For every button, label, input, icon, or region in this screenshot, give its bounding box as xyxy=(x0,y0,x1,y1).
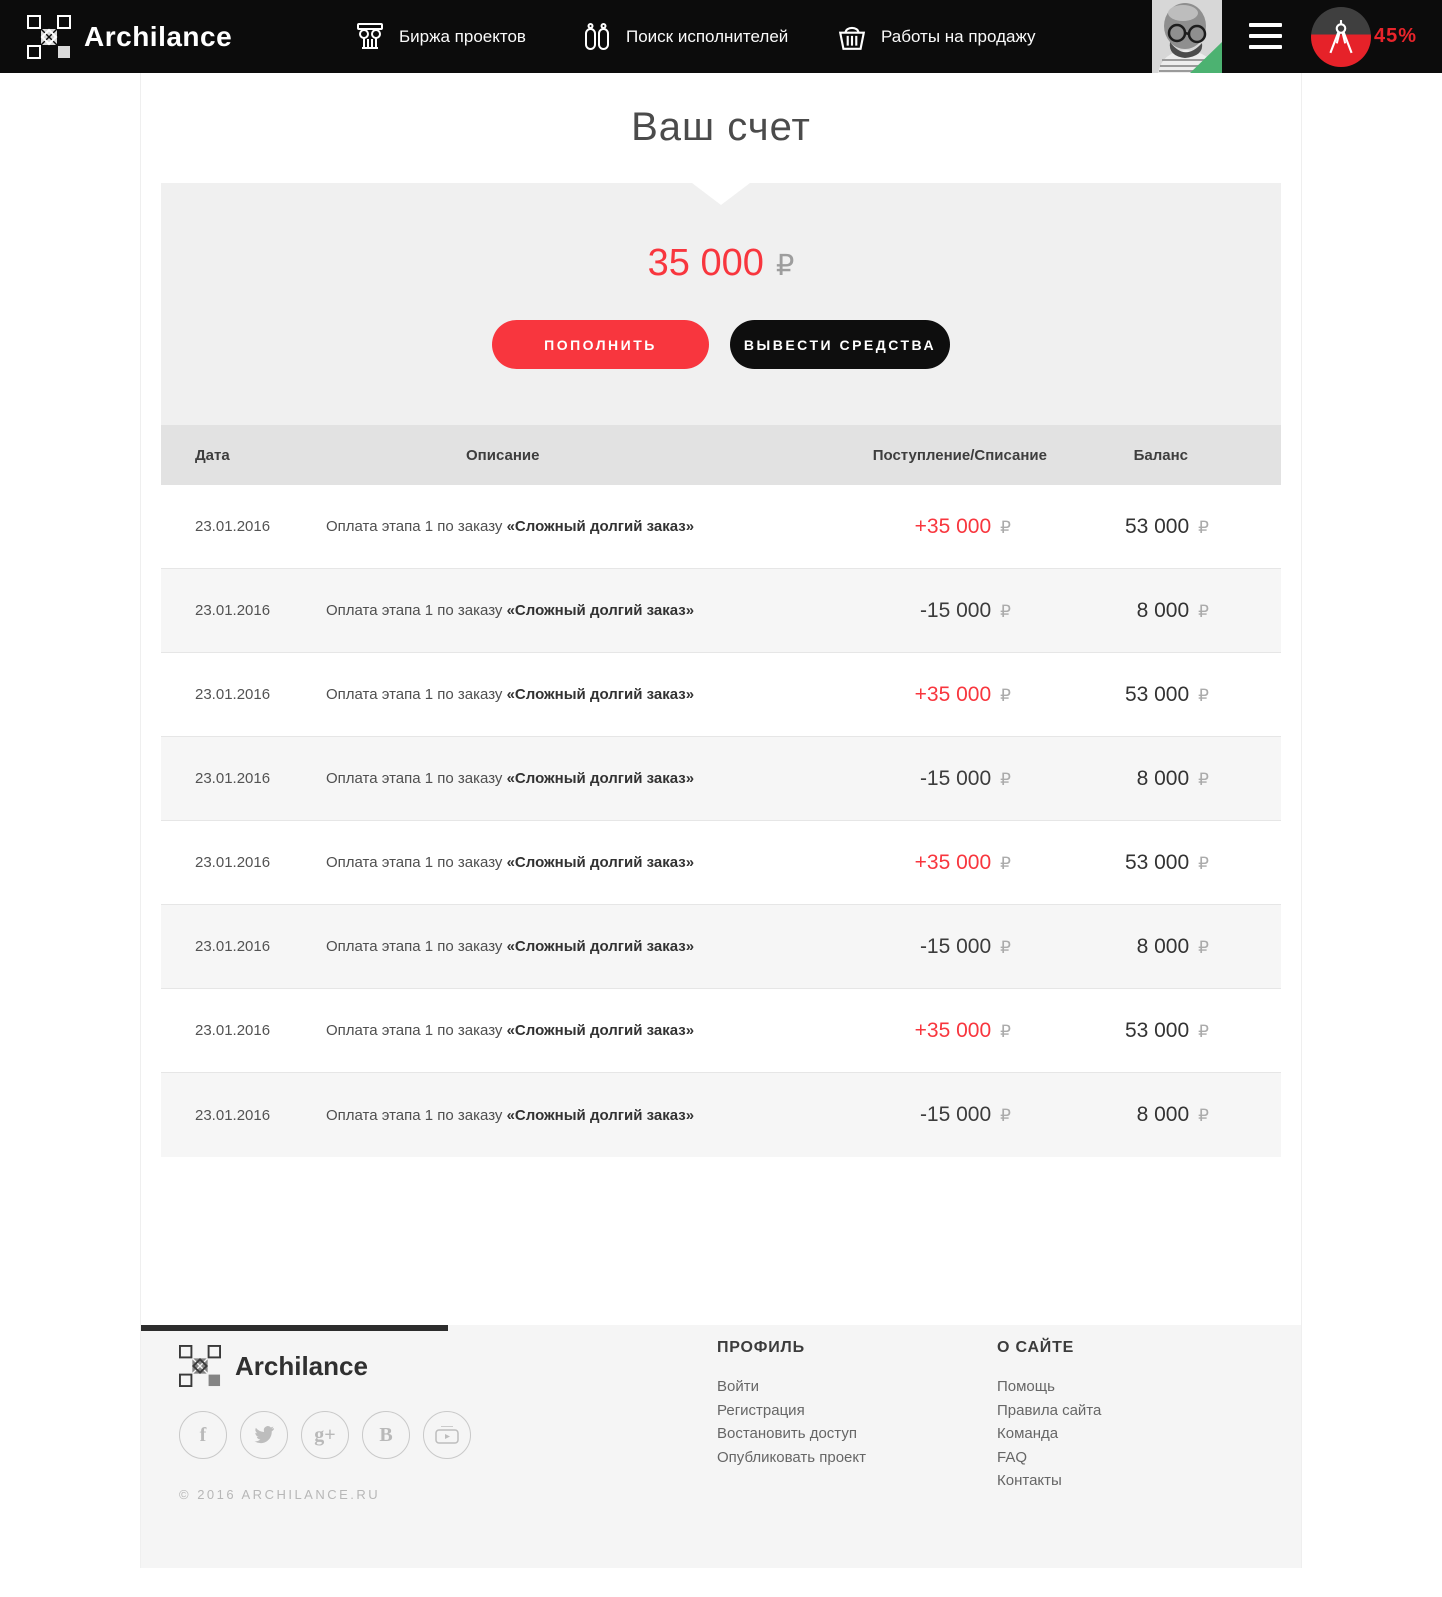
footer-brand-logo[interactable] xyxy=(179,1345,471,1387)
ruble-sign: ₽ xyxy=(1000,517,1011,537)
amount-value: +35 000 xyxy=(914,514,992,538)
order-name: «Сложный долгий заказ» xyxy=(506,1022,695,1039)
transaction-balance xyxy=(1011,683,1281,707)
copyright-text: © 2016 ARCHILANCE.RU xyxy=(179,1487,381,1502)
footer-link[interactable]: Контакты xyxy=(997,1472,1062,1489)
transaction-balance xyxy=(1011,1019,1281,1043)
amount-value: +35 000 xyxy=(914,682,992,706)
transaction-row xyxy=(161,1073,1281,1157)
description-text: Оплата этапа 1 по заказу xyxy=(326,770,507,787)
footer-links-profile xyxy=(717,1375,866,1469)
footer-accent-bar xyxy=(141,1325,448,1331)
amount-value: -15 000 xyxy=(919,934,992,958)
social-links xyxy=(179,1411,471,1459)
transaction-description xyxy=(326,686,871,703)
ruble-sign: ₽ xyxy=(1198,937,1209,957)
balance-section xyxy=(161,183,1281,425)
brand-logo[interactable] xyxy=(27,0,232,73)
account-balance xyxy=(161,241,1281,288)
description-text: Оплата этапа 1 по заказу xyxy=(326,1022,507,1039)
ruble-sign: ₽ xyxy=(1198,685,1209,705)
footer-link[interactable]: FAQ xyxy=(997,1448,1028,1466)
footer-column-about xyxy=(997,1339,1101,1493)
order-name: «Сложный долгий заказ» xyxy=(506,518,695,535)
transaction-description xyxy=(326,518,871,535)
youtube-icon[interactable] xyxy=(423,1411,471,1459)
transaction-amount xyxy=(871,683,1011,707)
order-name: «Сложный долгий заказ» xyxy=(506,938,695,955)
column-header-date: Дата xyxy=(195,446,230,464)
footer-column-profile xyxy=(717,1339,866,1469)
description-text: Оплата этапа 1 по заказу xyxy=(326,686,507,703)
panel-notch xyxy=(692,183,750,205)
archilance-logo-icon xyxy=(27,15,71,59)
balance-value: 8 000 xyxy=(1136,766,1190,790)
transaction-amount xyxy=(871,767,1011,791)
order-name: «Сложный долгий заказ» xyxy=(506,1106,695,1124)
transaction-row xyxy=(161,653,1281,737)
footer-link[interactable]: Войти xyxy=(717,1378,759,1395)
transaction-date: 23.01.2016 xyxy=(195,854,271,871)
ruble-sign: ₽ xyxy=(1198,601,1209,621)
transaction-balance xyxy=(1011,1103,1281,1127)
profile-progress-percent: 45% xyxy=(1374,25,1418,47)
order-name: «Сложный долгий заказ» xyxy=(506,770,695,787)
column-header-balance: Баланс xyxy=(1133,446,1188,464)
nav-label: Поиск исполнителей xyxy=(626,26,789,46)
avatar-image xyxy=(1152,0,1222,73)
ruble-sign: ₽ xyxy=(1000,1106,1011,1125)
balance-value: 8 000 xyxy=(1136,934,1190,958)
balance-value: 53 000 xyxy=(1124,682,1190,706)
ruble-sign: ₽ xyxy=(1000,685,1011,705)
footer-brand-name: Archilance xyxy=(235,1350,368,1381)
transaction-date: 23.01.2016 xyxy=(195,770,271,787)
amount-value: +35 000 xyxy=(914,850,992,874)
youtube-box xyxy=(435,1426,459,1444)
transaction-balance xyxy=(1011,767,1281,791)
withdraw-button[interactable]: ВЫВЕСТИ СРЕДСТВА xyxy=(730,320,950,369)
transaction-row xyxy=(161,989,1281,1073)
footer-link[interactable]: Регистрация xyxy=(717,1401,805,1419)
description-text: Оплата этапа 1 по заказу xyxy=(326,518,507,535)
google-plus-icon[interactable]: g+ xyxy=(301,1411,349,1459)
nav-label: Биржа проектов xyxy=(399,26,526,46)
twitter-icon[interactable] xyxy=(240,1411,288,1459)
basket-icon xyxy=(838,22,866,52)
balance-value: 8 000 xyxy=(1136,598,1190,622)
transaction-row xyxy=(161,485,1281,569)
account-panel xyxy=(161,183,1281,1157)
transaction-description xyxy=(326,770,871,787)
transaction-description xyxy=(326,602,871,619)
nav-label: Работы на продажу xyxy=(881,26,1036,46)
transaction-balance xyxy=(1011,935,1281,959)
menu-icon[interactable] xyxy=(1249,23,1282,49)
description-text: Оплата этапа 1 по заказу xyxy=(326,854,507,871)
transaction-date: 23.01.2016 xyxy=(195,518,271,535)
transaction-amount xyxy=(871,851,1011,875)
footer-link[interactable]: Правила сайта xyxy=(997,1401,1102,1419)
ruble-sign: ₽ xyxy=(1000,1021,1011,1041)
drafting-compass-icon xyxy=(1326,19,1356,55)
description-text: Оплата этапа 1 по заказу xyxy=(326,602,507,619)
facebook-icon[interactable]: f xyxy=(179,1411,227,1459)
transaction-amount xyxy=(871,1103,1011,1127)
profile-progress-badge[interactable] xyxy=(1311,7,1371,67)
column-icon xyxy=(356,22,384,52)
user-avatar[interactable] xyxy=(1152,0,1222,73)
transaction-description xyxy=(326,1107,871,1124)
balance-value: 53 000 xyxy=(1124,1018,1190,1042)
transaction-row xyxy=(161,569,1281,653)
ruble-sign: ₽ xyxy=(1000,601,1011,621)
transaction-balance xyxy=(1011,515,1281,539)
order-name: «Сложный долгий заказ» xyxy=(506,854,695,871)
transaction-amount xyxy=(871,515,1011,539)
behance-icon[interactable]: B xyxy=(362,1411,410,1459)
description-text: Оплата этапа 1 по заказу xyxy=(326,1106,507,1124)
footer-links-about xyxy=(997,1375,1101,1493)
nav-item-find-freelancers[interactable] xyxy=(583,0,788,73)
ruble-sign: ₽ xyxy=(1198,1106,1209,1125)
transactions-body xyxy=(161,485,1281,1157)
transaction-balance xyxy=(1011,851,1281,875)
page-title: Ваш счет xyxy=(631,105,811,149)
footer-column-title: О САЙТЕ xyxy=(997,1339,1075,1356)
transaction-row xyxy=(161,905,1281,989)
transaction-row xyxy=(161,821,1281,905)
nav-item-works-for-sale[interactable] xyxy=(838,0,1036,73)
balance-value: 53 000 xyxy=(1124,850,1190,874)
archilance-logo-icon xyxy=(179,1345,221,1387)
footer-link[interactable]: Команда xyxy=(997,1425,1059,1442)
ruble-sign: ₽ xyxy=(1198,517,1209,537)
ruble-sign: ₽ xyxy=(1198,1021,1209,1041)
order-name: «Сложный долгий заказ» xyxy=(506,602,695,619)
nav-item-projects-exchange[interactable] xyxy=(356,0,526,73)
site-footer xyxy=(141,1325,1301,1568)
transaction-date: 23.01.2016 xyxy=(195,1106,271,1124)
transaction-amount xyxy=(871,935,1011,959)
column-header-amount: Поступление/Списание xyxy=(872,446,1047,464)
balance-value: 8 000 xyxy=(1136,1103,1190,1126)
transaction-row xyxy=(161,737,1281,821)
balance-amount: 35 000 xyxy=(647,242,764,284)
ruble-sign: ₽ xyxy=(1000,769,1011,789)
footer-link[interactable]: Востановить доступ xyxy=(717,1425,857,1442)
footer-link[interactable]: Опубликовать проект xyxy=(717,1448,866,1466)
transaction-amount xyxy=(871,599,1011,623)
transaction-date: 23.01.2016 xyxy=(195,938,271,955)
amount-value: -15 000 xyxy=(919,766,992,790)
ruble-sign: ₽ xyxy=(1000,853,1011,873)
footer-column-title: ПРОФИЛЬ xyxy=(717,1339,805,1356)
amount-value: -15 000 xyxy=(919,1103,992,1126)
page-container xyxy=(140,73,1302,1568)
ruble-sign: ₽ xyxy=(1198,853,1209,873)
top-nav-bar xyxy=(0,0,1442,73)
ruble-sign: ₽ xyxy=(1198,769,1209,789)
transactions-table-header xyxy=(161,425,1281,485)
transaction-description xyxy=(326,1022,871,1039)
transaction-balance xyxy=(1011,599,1281,623)
ruble-sign: ₽ xyxy=(775,250,795,282)
amount-value: +35 000 xyxy=(914,1018,992,1042)
amount-value: -15 000 xyxy=(919,598,992,622)
description-text: Оплата этапа 1 по заказу xyxy=(326,938,507,955)
column-header-description: Описание xyxy=(466,446,540,464)
transaction-description xyxy=(326,938,871,955)
twitter-bird xyxy=(253,1426,275,1444)
binoculars-icon xyxy=(583,22,611,52)
ruble-sign: ₽ xyxy=(1000,937,1011,957)
transaction-date: 23.01.2016 xyxy=(195,686,271,703)
transaction-date: 23.01.2016 xyxy=(195,1022,271,1039)
topup-button[interactable]: ПОПОЛНИТЬ xyxy=(492,320,709,369)
transaction-amount xyxy=(871,1019,1011,1043)
brand-name: Archilance xyxy=(84,20,233,52)
transaction-description xyxy=(326,854,871,871)
transaction-date: 23.01.2016 xyxy=(195,602,271,619)
balance-value: 53 000 xyxy=(1124,514,1190,538)
order-name: «Сложный долгий заказ» xyxy=(506,686,695,703)
footer-link[interactable]: Помощь xyxy=(997,1378,1055,1395)
